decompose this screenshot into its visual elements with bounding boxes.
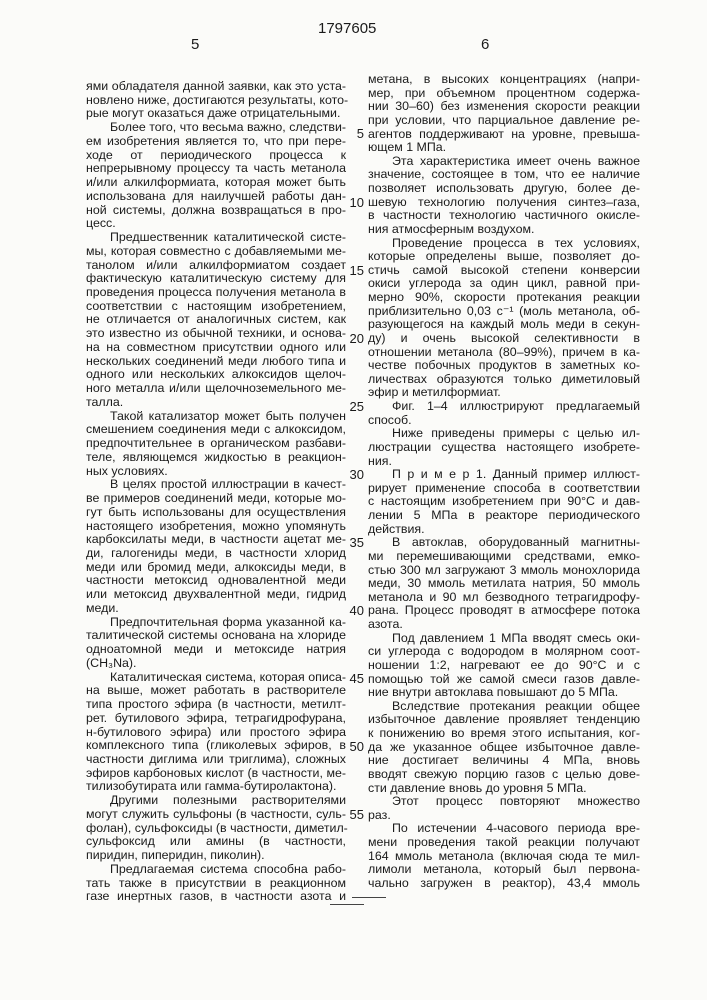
text-line: личествах образуются только диметиловый: [368, 373, 640, 387]
text-line: ние достигает величины 4 МПа, вновь: [368, 754, 640, 768]
text-line: проведения процесса получения метанола в: [86, 286, 346, 300]
text-line: действия.: [368, 523, 640, 537]
text-line: П р и м е р 1. Данный пример иллюст-: [368, 468, 640, 482]
patent-number: 1797605: [318, 20, 376, 37]
text-line: ве примеров соединений меди, которые мо-: [86, 492, 346, 506]
paragraph: [368, 822, 640, 890]
text-line: Такой катализатор может быть получен: [86, 410, 346, 424]
paragraph: [368, 795, 640, 822]
text-line: меди, 30 ммоль метилата натрия, 50 ммоль: [368, 577, 640, 591]
text-line: гут быть использованы для осуществления: [86, 506, 346, 520]
text-line: тилизобутирата или гамма-бутиролактона).: [86, 780, 346, 794]
text-line: ной системы, должна возвращаться в про-: [86, 204, 346, 218]
text-line: мени проведения такой реакции получают: [368, 836, 640, 850]
line-number: 55: [340, 807, 364, 822]
paragraph: [86, 410, 346, 479]
paragraph: [368, 73, 640, 155]
text-line: в частности технологию частичного окисле-: [368, 209, 640, 223]
text-line: новлено ниже, достигаются результаты, кото-: [86, 94, 346, 108]
text-line: Предлагаемая система способна рабо-: [86, 863, 346, 877]
line-number: 40: [340, 603, 364, 618]
line-number: 50: [340, 739, 364, 754]
text-line: н-бутилового эфира) или простого эфира: [86, 726, 346, 740]
text-line: эфир и метилформиат.: [368, 386, 640, 400]
text-line: рет. бутилового эфира, тетрагидрофурана,: [86, 712, 346, 726]
paragraph: [86, 231, 346, 410]
text-line: (CH₃Na).: [86, 657, 346, 671]
text-line: типа простого эфира (в частности, метилт-: [86, 698, 346, 712]
text-line: да же указанное общее избыточное давле-: [368, 741, 640, 755]
text-line: ния атмосферным воздухом.: [368, 223, 640, 237]
page-number-left: 5: [191, 36, 199, 53]
paragraph: [86, 80, 346, 121]
text-line: сти давление вновь до уровня 5 МПа.: [368, 782, 640, 796]
text-line: к понижению во время этого испытания, ког-: [368, 727, 640, 741]
text-line: меди.: [86, 602, 346, 616]
text-line: на выше, может работать в растворителе: [86, 684, 346, 698]
text-line: В целях простой иллюстрации в качест-: [86, 478, 346, 492]
paragraph: [368, 400, 640, 427]
text-line: В автоклав, оборудованный магнитны-: [368, 536, 640, 550]
text-line: шевую технологию получения синтез–газа,: [368, 196, 640, 210]
text-line: раз.: [368, 809, 640, 823]
text-line: рирует применение способа в соответствии: [368, 482, 640, 496]
paragraph: [86, 671, 346, 795]
text-line: мы, которая совместно с добавляемыми ме-: [86, 245, 346, 259]
text-line: соответствии с настоящим изобретением,: [86, 300, 346, 314]
text-line: метанола и 90 мл безводного тетрагидрофу-: [368, 591, 640, 605]
text-line: непрерывному процессу та часть метанола: [86, 162, 346, 176]
text-line: Под давлением 1 МПа вводят смесь оки-: [368, 632, 640, 646]
text-line: чально загружен в реактор), 43,4 ммоль: [368, 877, 640, 891]
text-line: теле, являющемся жидкостью в реакцион-: [86, 451, 346, 465]
line-number: 10: [340, 195, 364, 210]
text-line: рые могут оказаться даже отрицательными.: [86, 107, 346, 121]
text-line: талла.: [86, 396, 346, 410]
text-line: не отличается от аналогичных систем, как: [86, 313, 346, 327]
text-line: Каталитическая система, которая описа-: [86, 671, 346, 685]
paragraph: [368, 700, 640, 795]
left-text-column: [86, 80, 346, 904]
text-line: азота.: [368, 618, 640, 632]
text-line: лении 5 МПа в реакторе периодического: [368, 509, 640, 523]
text-line: ния.: [368, 455, 640, 469]
text-line: ми перемешивающими средствами, емко-: [368, 550, 640, 564]
text-line: тать также в присутствии в реакционном: [86, 877, 346, 891]
text-line: на на совместном присутствии одного или: [86, 341, 346, 355]
text-line: способ.: [368, 414, 640, 428]
text-line: честве побочных продуктов в заметных ко-: [368, 359, 640, 373]
text-line: ного металла и/или щелочноземельного ме-: [86, 382, 346, 396]
text-line: помощью той же самой смеси газов давле-: [368, 673, 640, 687]
text-line: частности диглима или триглима), сложных: [86, 753, 346, 767]
text-line: Предпочтительная форма указанной ка-: [86, 616, 346, 630]
text-line: вводят свежую порцию газов с целью дове-: [368, 768, 640, 782]
text-line: си углерода с водородом в молярном соот-: [368, 645, 640, 659]
text-line: нии 30–60) без изменения скорости реакции: [368, 100, 640, 114]
text-line: эфиров карбоновых кислот (в частности, ме-: [86, 767, 346, 781]
text-line: фактическую каталитическую систему для: [86, 272, 346, 286]
text-line: мер, при объемном процентном содержа-: [368, 87, 640, 101]
text-line: ных условиях.: [86, 465, 346, 479]
text-line: Проведение процесса в тех условиях,: [368, 237, 640, 251]
text-line: талитической системы основана на хлориде: [86, 629, 346, 643]
text-line: цесс.: [86, 217, 346, 231]
text-line: ющем 1 МПа.: [368, 141, 640, 155]
text-line: ношении 1:2, нагревают ее до 90°C и с: [368, 659, 640, 673]
paragraph: [86, 794, 346, 863]
text-line: могут служить сульфоны (в частности, суль-: [86, 808, 346, 822]
text-line: комплексного типа (гликолевых эфиров, в: [86, 739, 346, 753]
text-line: ди, галогениды меди, в частности хлорид: [86, 547, 346, 561]
text-line: приблизительно 0,03 с⁻¹ (моль метанола, об-: [368, 305, 640, 319]
text-line: стью 300 мл загружают 3 ммоль монохлорида: [368, 564, 640, 578]
text-line: одноатомной меди и метоксиде натрия: [86, 643, 346, 657]
text-line: использована для наилучшей работы дан-: [86, 190, 346, 204]
column-end-rule-left: [330, 904, 364, 905]
text-line: карбоксилаты меди, в частности ацетат ме-: [86, 533, 346, 547]
text-line: позволяет использовать другую, более де-: [368, 182, 640, 196]
paragraph: [368, 536, 640, 631]
text-line: лимоли метанола, который был первона-: [368, 863, 640, 877]
paragraph: [86, 863, 346, 904]
text-line: Предшественник каталитической систе-: [86, 231, 346, 245]
paragraph: [86, 616, 346, 671]
text-line: ходе от периодического процесса к: [86, 149, 346, 163]
line-number: 25: [340, 399, 364, 414]
text-line: рана. Процесс проводят в атмосфере потока: [368, 604, 640, 618]
paragraph: [368, 237, 640, 401]
text-line: Более того, что весьма важно, следстви-: [86, 121, 346, 135]
text-line: сульфоксид или амины (в частности,: [86, 835, 346, 849]
column-end-rule-right: [352, 897, 386, 898]
line-number: 20: [340, 331, 364, 346]
text-line: смешением соединения меди с алкоксидом,: [86, 423, 346, 437]
text-line: ние внутри автоклава повышают до 5 МПа.: [368, 686, 640, 700]
text-line: мерно 90%, скорости протекания реакции: [368, 291, 640, 305]
text-line: люстрации существа настоящего изобрете-: [368, 441, 640, 455]
paragraph: [368, 468, 640, 536]
text-line: Вследствие протекания реакции общее: [368, 700, 640, 714]
text-line: пиридин, пиперидин, пиколин).: [86, 849, 346, 863]
paragraph: [86, 478, 346, 615]
line-number: 35: [340, 535, 364, 550]
page-number-right: 6: [481, 36, 489, 53]
text-line: значение, состоящее в том, что ее наличие: [368, 168, 640, 182]
text-line: фолан), сульфоксиды (в частности, диметил-: [86, 822, 346, 836]
text-line: избыточное давление проявляет тенденцию: [368, 713, 640, 727]
text-line: настоящего изобретения, можно упомянуть: [86, 520, 346, 534]
text-line: меди или бромид меди, алкоксиды меди, в: [86, 561, 346, 575]
text-line: ду) и очень высокой селективности в: [368, 332, 640, 346]
text-line: Другими полезными растворителями: [86, 794, 346, 808]
right-text-column: [368, 73, 640, 891]
text-line: 164 ммоль метанола (включая сюда те мил-: [368, 850, 640, 864]
text-line: окиси углерода за один цикл, равной при-: [368, 277, 640, 291]
text-line: ями обладателя данной заявки, как это уста-: [86, 80, 346, 94]
text-line: Фиг. 1–4 иллюстрируют предлагаемый: [368, 400, 640, 414]
paragraph: [368, 632, 640, 700]
paragraph: [368, 427, 640, 468]
text-line: одного или нескольких алкоксидов щелоч-: [86, 368, 346, 382]
text-line: при условии, что парциальное давление ре-: [368, 114, 640, 128]
text-line: это известно из обычной техники, и основа-: [86, 327, 346, 341]
text-line: или метоксид двухвалентной меди, гидрид: [86, 588, 346, 602]
text-line: частности метоксид одновалентной меди: [86, 574, 346, 588]
text-line: и/или алкилформиата, которая может быть: [86, 176, 346, 190]
text-line: нескольких соединений меди любого типа и: [86, 355, 346, 369]
text-line: По истечении 4-часового периода вре-: [368, 822, 640, 836]
paragraph: [368, 155, 640, 237]
text-line: Эта характеристика имеет очень важное: [368, 155, 640, 169]
line-number: 30: [340, 467, 364, 482]
text-line: стичь самой высокой степени конверсии: [368, 264, 640, 278]
text-line: предпочтительнее в органическом разбави-: [86, 437, 346, 451]
text-line: отношении метанола (80–99%), причем в ка-: [368, 346, 640, 360]
text-line: с настоящим изобретением при 90°C и дав-: [368, 495, 640, 509]
text-line: разующегося на каждый моль меди в секун-: [368, 318, 640, 332]
text-line: ем изобретения является то, что при пере-: [86, 135, 346, 149]
paragraph: [86, 121, 346, 231]
text-line: которые определены выше, позволяет до-: [368, 250, 640, 264]
line-number: 45: [340, 671, 364, 686]
line-number: 15: [340, 263, 364, 278]
text-line: газе инертных газов, в частности азота и: [86, 890, 346, 904]
text-line: Ниже приведены примеры с целью ил-: [368, 427, 640, 441]
text-line: Этот процесс повторяют множество: [368, 795, 640, 809]
text-line: агентов поддерживают на уровне, превыша-: [368, 128, 640, 142]
text-line: танолом и/или алкилформиатом создает: [86, 259, 346, 273]
line-number: 5: [340, 126, 364, 141]
text-line: метана, в высоких концентрациях (напри-: [368, 73, 640, 87]
